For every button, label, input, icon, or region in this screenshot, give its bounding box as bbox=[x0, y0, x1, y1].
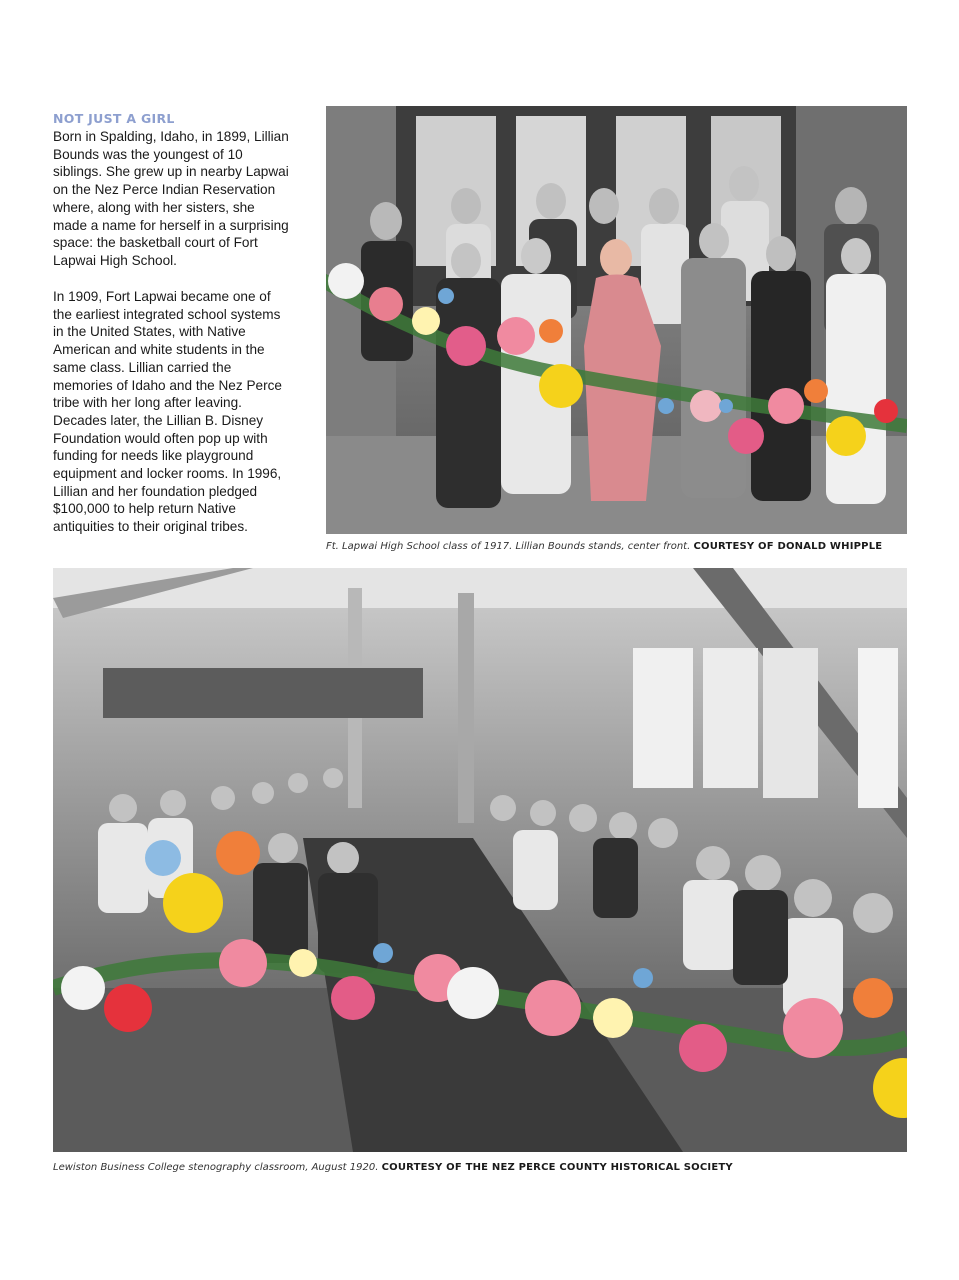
caption-text: Lewiston Business College stenography classroom, August 1920. bbox=[53, 1162, 379, 1173]
body-paragraph-2: In 1909, Fort Lapwai became one of the earliest integrated school systems in the United States, with Native American and white students in the same class. Lillian carried the memories of Idaho and the Nez Perce tribe with her long after leaving. Decades later, the Lillian B. Disney Foundation would often pop up with funding for needs like playground equipment and locker rooms. In 1996, Lillian and her foundation pledged $100,000 to help return Native antiquities to their original tribes. bbox=[53, 289, 282, 535]
photo-caption-1 bbox=[326, 541, 882, 552]
body-paragraph-1: Born in Spalding, Idaho, in 1899, Lillian Bounds was the youngest of 10 siblings. She grew up in nearby Lapwai on the Nez Perce Indian Reservation where, along with her sisters, she made a name for herself in a surprising space: the basketball court of Fort Lapwai High School. bbox=[53, 129, 289, 268]
caption-credit: COURTESY OF DONALD WHIPPLE bbox=[693, 541, 883, 552]
caption-credit: COURTESY OF THE NEZ PERCE COUNTY HISTORICAL SOCIETY bbox=[381, 1162, 733, 1173]
photo-caption-2 bbox=[53, 1162, 733, 1173]
caption-text: Ft. Lapwai High School class of 1917. Lillian Bounds stands, center front. bbox=[326, 541, 691, 552]
classroom-photo-1920 bbox=[53, 568, 907, 1152]
section-heading: NOT JUST A GIRL bbox=[53, 111, 175, 126]
class-photo-1917 bbox=[326, 106, 907, 534]
